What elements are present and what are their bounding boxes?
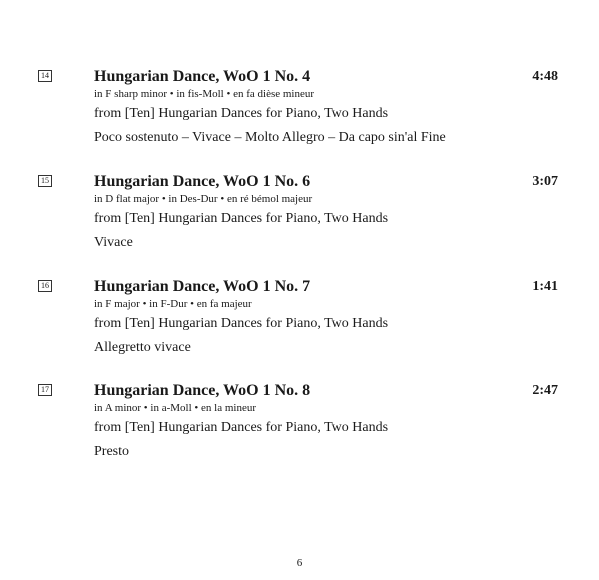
track-keys: in D flat major • in Des-Dur • en ré bémol majeur — [94, 193, 313, 205]
track-tempo: Allegretto vivace — [94, 340, 191, 355]
track-duration: 3:07 — [532, 174, 558, 189]
page-number: 6 — [296, 557, 303, 569]
track-title: Hungarian Dance, WoO 1 No. 7 — [94, 278, 311, 295]
track-keys: in A minor • in a-Moll • en la mineur — [94, 402, 256, 414]
track-number-box: 15 — [38, 175, 52, 187]
track-number-box: 14 — [38, 70, 52, 82]
track-keys: in F sharp minor • in fis-Moll • en fa dièse mineur — [94, 88, 315, 100]
track-source: from [Ten] Hungarian Dances for Piano, Two Hands — [94, 106, 389, 121]
track-tempo: Poco sostenuto – Vivace – Molto Allegro – Da capo sin'al Fine — [94, 130, 446, 145]
track-source: from [Ten] Hungarian Dances for Piano, Two Hands — [94, 420, 389, 435]
track-title: Hungarian Dance, WoO 1 No. 8 — [94, 382, 311, 399]
track-source: from [Ten] Hungarian Dances for Piano, Two Hands — [94, 316, 389, 331]
track-duration: 1:41 — [532, 279, 558, 294]
track-tempo: Presto — [94, 444, 129, 459]
track-source: from [Ten] Hungarian Dances for Piano, Two Hands — [94, 211, 389, 226]
track-number-box: 16 — [38, 280, 52, 292]
track-title: Hungarian Dance, WoO 1 No. 4 — [94, 68, 311, 85]
track-number-box: 17 — [38, 384, 52, 396]
track-title: Hungarian Dance, WoO 1 No. 6 — [94, 173, 311, 190]
track-duration: 2:47 — [532, 383, 558, 398]
track-duration: 4:48 — [532, 69, 558, 84]
track-keys: in F major • in F-Dur • en fa majeur — [94, 298, 252, 310]
track-tempo: Vivace — [94, 235, 133, 250]
